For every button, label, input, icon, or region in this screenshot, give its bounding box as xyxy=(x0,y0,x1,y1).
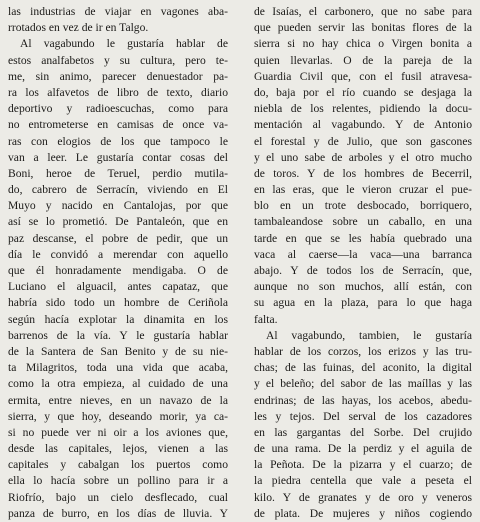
text-line: ta Milagritos, toda una vida que acaba, xyxy=(8,361,228,375)
text-line: de toros. Y de los hombres de Becerril, xyxy=(254,166,472,180)
text-line: Muyo y nacido en Cantalojas, por que xyxy=(8,199,228,213)
text-line: me, sin animo, parecer denuestador pa- xyxy=(8,69,228,83)
right-text-column xyxy=(254,4,472,522)
text-line: no entrometerse en camisas de once va- xyxy=(8,118,228,132)
text-line: así se lo prometió. De Pantaleón, que en xyxy=(8,215,228,229)
text-line: kilo. Y de granates y de oro y veneros xyxy=(254,490,472,504)
text-line: Guardia Civil que, con el fusil atravesa- xyxy=(254,69,472,83)
left-text-column xyxy=(8,4,228,522)
text-line: habría sido todo un hombre de Ceriñola xyxy=(8,296,228,310)
text-line: que él honradamente mendigaba. O de xyxy=(8,264,228,277)
text-line: la piedra centella que vale a peseta el xyxy=(254,474,472,488)
text-line: niebla de los relentes, pidiendo la docu- xyxy=(254,102,472,116)
text-line: aunque no son muchos, allí están, con xyxy=(254,280,472,294)
text-line: día le convidó a merendar con aquello xyxy=(8,247,228,261)
text-line: su agua en la plaza, para lo que haga xyxy=(254,296,472,310)
text-line: do, cabrero de Serracín, viviendo en El xyxy=(8,183,228,197)
text-line: si no puede ver ni oir a los aviones que, xyxy=(8,425,228,439)
text-line: según hacía explotar la dinamita en los xyxy=(8,312,228,326)
text-line: Luciano el alguacil, antes capataz, que xyxy=(8,280,228,294)
text-line: vaca al caerse—la vaca—una barranca xyxy=(254,247,472,261)
text-line: Riofrío, bajo un cielo desflecado, cual xyxy=(8,490,228,504)
text-line: y el uno sabe de arboles y el otro mucho xyxy=(254,150,472,164)
text-line: mentación al vagabundo. Y de Antonio xyxy=(254,118,472,132)
text-line: ra los alfavetos de libro de texto, diario xyxy=(8,85,228,99)
text-line: chas; de las fuinas, del aconito, la digital xyxy=(254,361,472,375)
text-line: en las gargantas del Sorbe. Del crujido xyxy=(254,425,472,439)
text-line: en las eras, que le vieron cruzar el pue- xyxy=(254,183,472,197)
text-line: de una rama. De la perdiz y el aguila de xyxy=(254,442,472,456)
text-line: el forestal y de Julio, que son gascones xyxy=(254,134,472,148)
text-line: falta. xyxy=(254,312,278,326)
text-line: de Isaías, el carbonero, que no sabe para xyxy=(254,5,472,18)
text-line: como la otra empieza, al cuidado de una xyxy=(8,377,228,391)
text-line: ras con elogios de los que tampoco le xyxy=(8,134,228,148)
text-line: estos analfabetos y su cultura, pero te- xyxy=(8,53,228,67)
text-line: la Peñota. De la pizarra y el cuarzo; de xyxy=(254,458,472,472)
text-line: abajo. Y de todos los de Serracín, que, xyxy=(254,264,472,277)
text-line: blo en un trote desbocado, borriquero, xyxy=(254,199,472,213)
text-line: sierra si no hay chica o Virgen bonita a xyxy=(254,37,472,51)
text-line: panza de burro, en los días de lluvia. Y xyxy=(8,506,228,520)
text-line: tambaleandose sobre un caballo, en una xyxy=(254,215,472,229)
text-line: deportivo y radioescuchas, como para xyxy=(8,102,228,116)
text-line: sierra, y que hoy, deseando morir, ya ca- xyxy=(8,409,228,423)
text-line: rrotados en vez de ir en Talgo. xyxy=(8,21,149,35)
text-line: endrinas; de las hayas, los acebos, abedu- xyxy=(254,393,472,407)
text-line: barrenos de la vía. Y le gustaría hablar xyxy=(8,328,228,342)
text-line: hablar de los corzos, los erizos y las tru- xyxy=(254,344,472,358)
text-line: y el beleño; del sabor de las maíllas y las xyxy=(254,377,472,391)
text-line: paz descanse, el pobre de pedir, que un xyxy=(8,231,228,245)
text-line: tarde en que se les había quebrado una xyxy=(254,231,472,245)
text-line: ella lo hacía sobre un pollino para ir a xyxy=(8,474,228,488)
text-line: de la Santera de San Benito y de su nie- xyxy=(8,344,228,358)
text-line: ermita, entre nieves, en un navazo de la xyxy=(8,393,228,407)
text-line: capitales y cabalgan los puertos como xyxy=(8,458,228,472)
text-line: Al vagabundo le gustaría hablar de xyxy=(20,37,228,51)
text-line: quien llevarlas. O de la pareja de la xyxy=(254,53,472,67)
text-line: de plata. De mujeres y niños cogiendo xyxy=(254,506,472,520)
text-line: do, baja por el río cuando se desjaga la xyxy=(254,85,472,99)
text-line: que pueden servir las bonitas flores de la xyxy=(254,21,472,35)
text-line: las industrias de viajar en vagones aba- xyxy=(8,5,228,18)
text-line: Al vagabundo, tambien, le gustaría xyxy=(266,328,472,342)
text-line: Boni, heroe de Teruel, perdio mutila- xyxy=(8,166,228,180)
text-line: les y tejos. Del serval de los cazadores xyxy=(254,409,472,423)
text-line: desde las capitales, lejos, vienen a las xyxy=(8,442,228,456)
text-line: van a leer. Le gustaría contar cosas del xyxy=(8,150,228,164)
